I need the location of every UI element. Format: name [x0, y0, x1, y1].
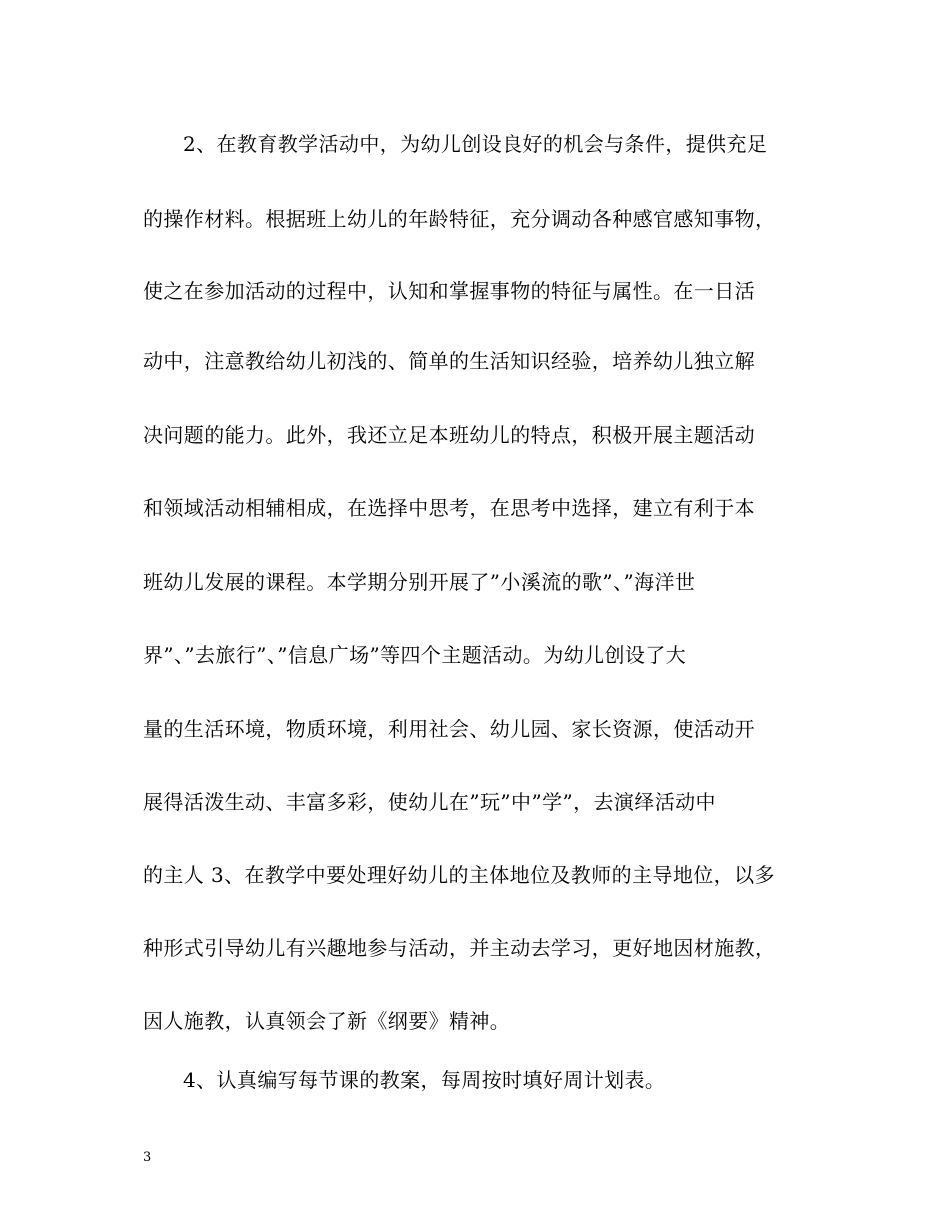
paragraph-line: 和领域活动相辅相成，在选择中思考，在思考中选择，建立有利于本: [143, 496, 755, 520]
paragraph-line: 4、认真编写每节课的教案，每周按时填好周计划表。: [183, 1068, 666, 1092]
paragraph-line: 的操作材料。根据班上幼儿的年龄特征，充分调动各种感官感知事物，: [143, 207, 776, 231]
paragraph-line: 种形式引导幼儿有兴趣地参与活动，并主动去学习，更好地因材施教，: [143, 936, 776, 960]
paragraph-line: 2、在教育教学活动中，为幼儿创设良好的机会与条件，提供充足: [183, 132, 768, 156]
page-number: 3: [143, 1150, 152, 1165]
paragraph-line: 班幼儿发展的课程。本学期分别开展了”小溪流的歌”、”海洋世: [143, 570, 696, 594]
paragraph-line: 使之在参加活动的过程中，认知和掌握事物的特征与属性。在一日活: [143, 279, 755, 303]
paragraph-line: 决问题的能力。此外，我还立足本班幼儿的特点，积极开展主题活动: [143, 423, 755, 447]
paragraph-line: 的主人 3、在教学中要处理好幼儿的主体地位及教师的主导地位，以多: [143, 863, 775, 887]
paragraph-line: 因人施教，认真领会了新《纲要》精神。: [143, 1009, 511, 1033]
paragraph-line: 动中，注意教给幼儿初浅的、简单的生活知识经验，培养幼儿独立解: [143, 349, 755, 373]
paragraph-line: 界”、”去旅行”、”信息广场”等四个主题活动。为幼儿创设了大: [143, 643, 687, 667]
paragraph-line: 展得活泼生动、丰富多彩，使幼儿在”玩”中”学”，去演绎活动中: [143, 790, 716, 814]
paragraph-line: 量的生活环境，物质环境，利用社会、幼儿园、家长资源，使活动开: [143, 717, 755, 741]
